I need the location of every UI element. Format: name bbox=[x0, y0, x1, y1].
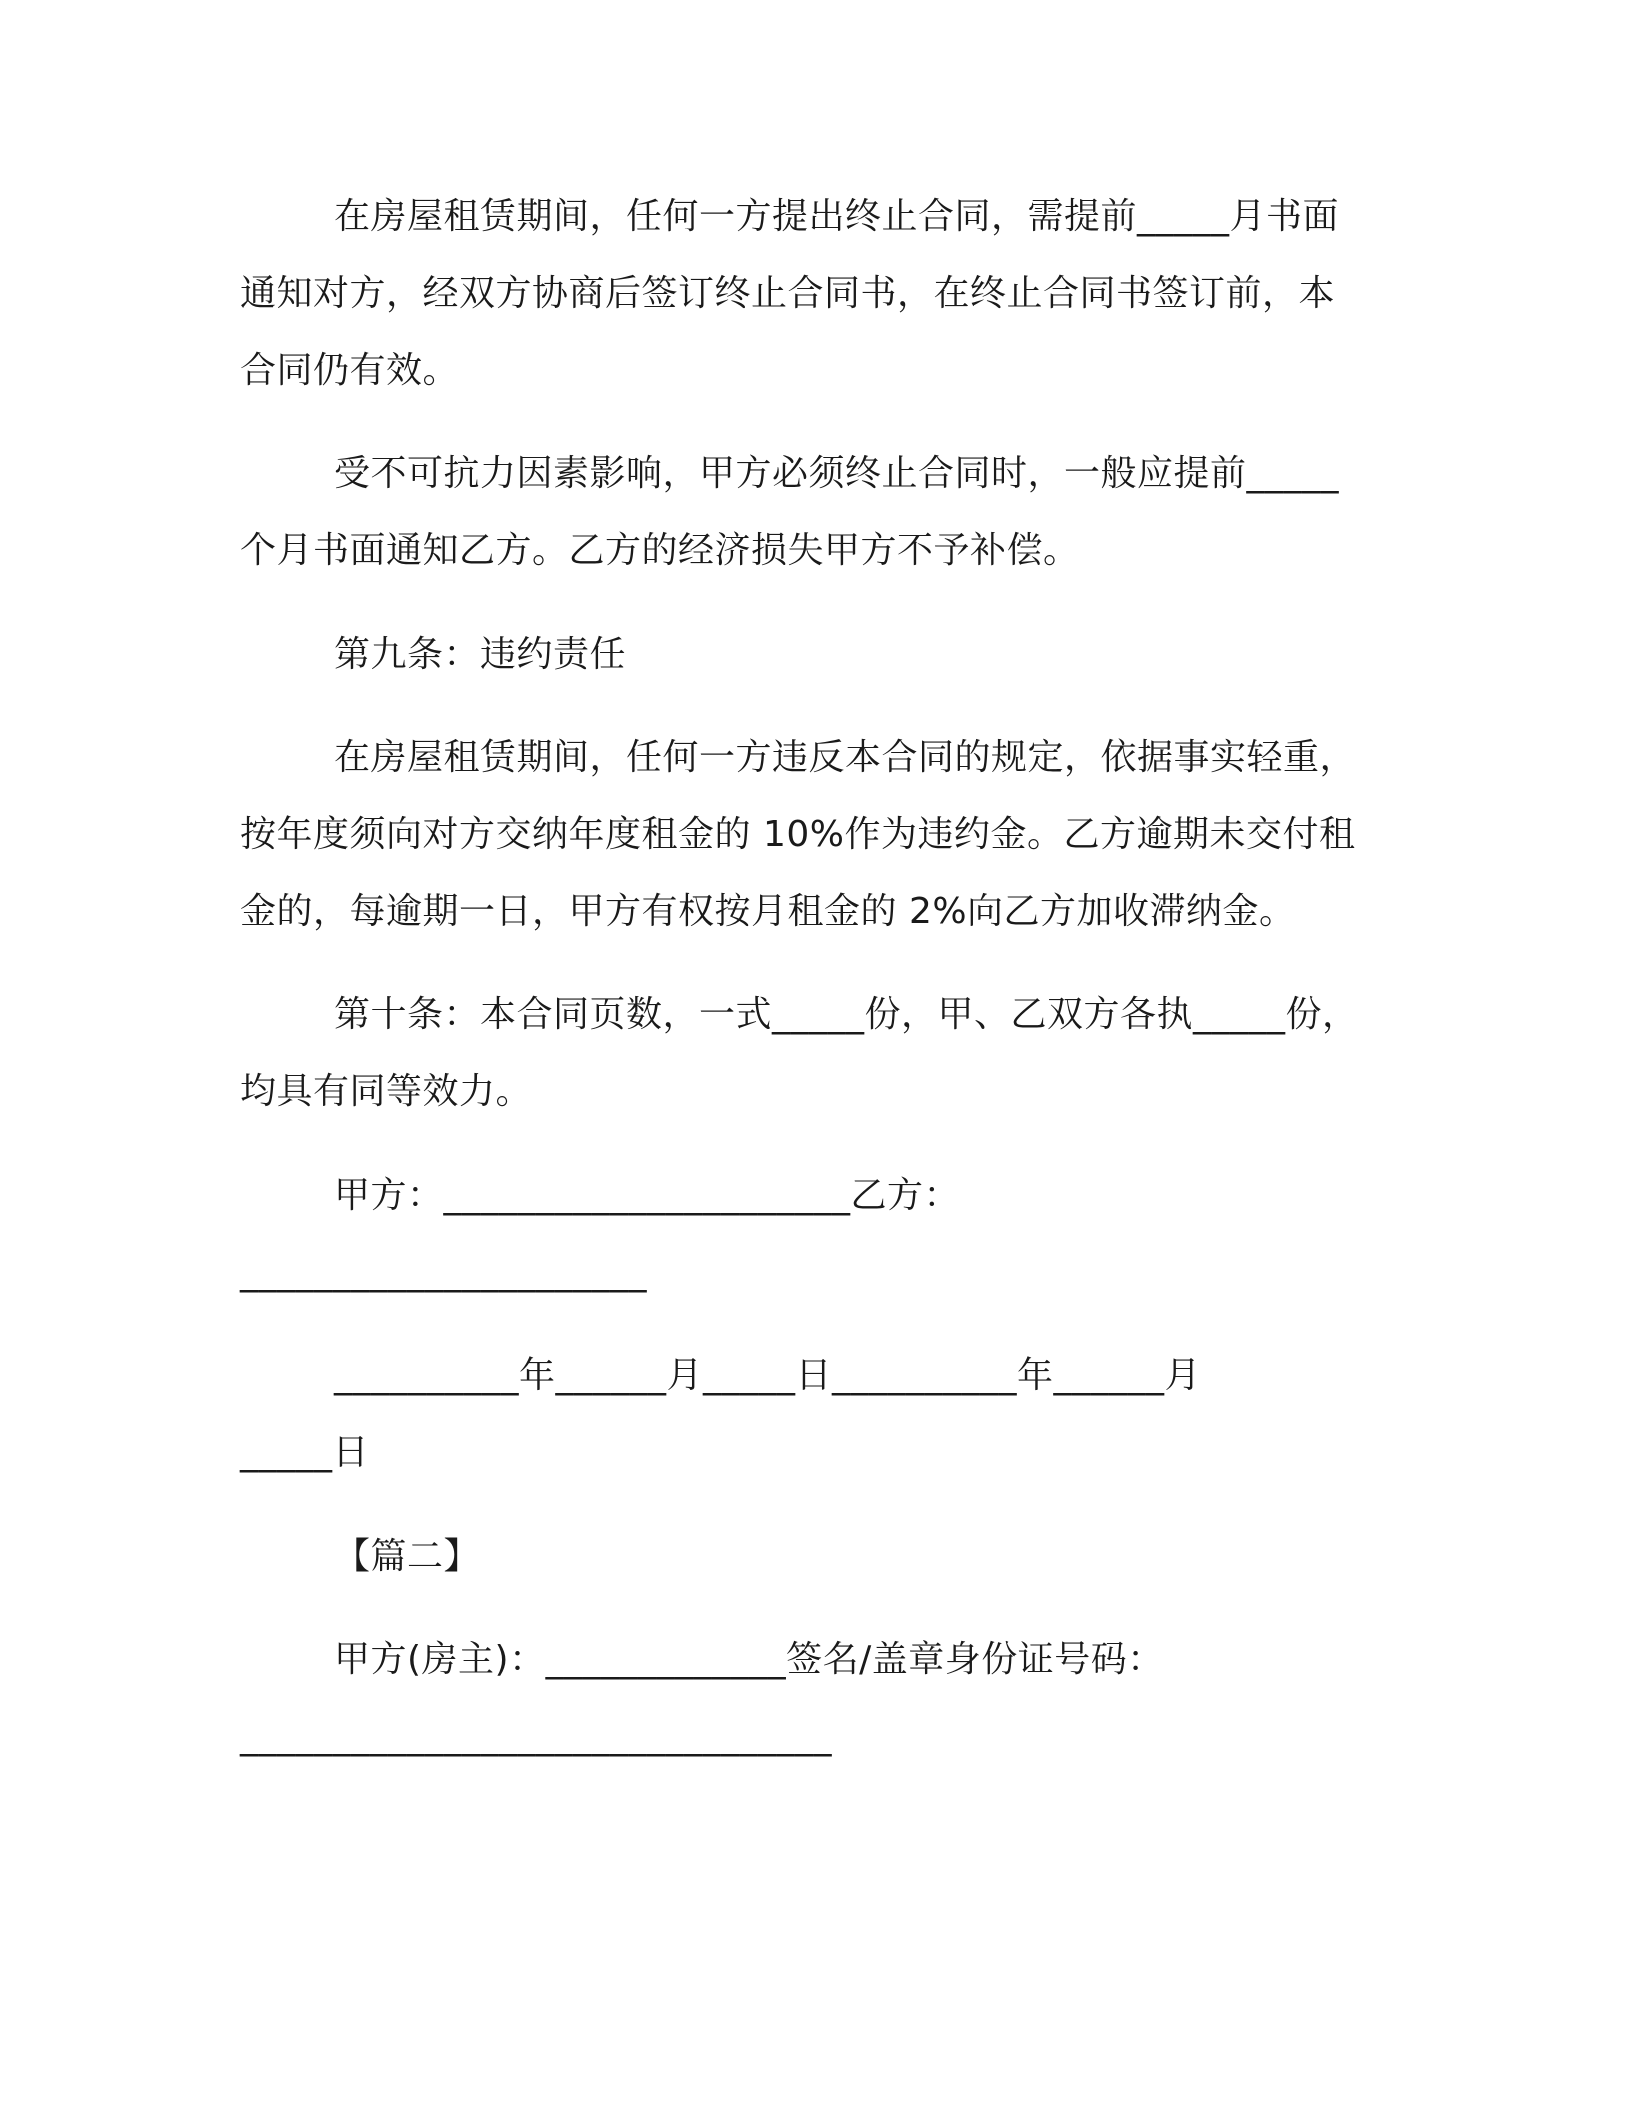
article-ten-line-2: 均具有同等效力。 bbox=[240, 1071, 533, 1112]
landlord-line-2: ________________________________ bbox=[240, 1716, 832, 1757]
section-two-heading: 【篇二】 bbox=[334, 1536, 481, 1577]
signature-line-1: 甲方：______________________乙方： bbox=[334, 1175, 961, 1216]
date-line-1: __________年______月_____日__________年______月 bbox=[334, 1355, 1201, 1396]
article-nine-heading: 第九条：违约责任 bbox=[334, 634, 627, 675]
signature-line-2: ______________________ bbox=[240, 1252, 647, 1293]
paragraph-termination-notice-line-3: 合同仍有效。 bbox=[240, 350, 460, 391]
paragraph-breach-line-2: 按年度须向对方交纳年度租金的 10%作为违约金。乙方逾期未交付租 bbox=[240, 814, 1356, 855]
paragraph-termination-notice-line-1: 在房屋租赁期间，任何一方提出终止合同，需提前_____月书面 bbox=[334, 196, 1340, 237]
paragraph-termination-notice-line-2: 通知对方，经双方协商后签订终止合同书，在终止合同书签订前，本 bbox=[240, 273, 1336, 314]
paragraph-force-majeure-line-2: 个月书面通知乙方。乙方的经济损失甲方不予补偿。 bbox=[240, 530, 1080, 571]
landlord-line-1: 甲方(房主)：_____________签名/盖章身份证号码： bbox=[334, 1639, 1164, 1680]
paragraph-force-majeure-line-1: 受不可抗力因素影响，甲方必须终止合同时，一般应提前_____ bbox=[334, 453, 1340, 494]
paragraph-breach-line-1: 在房屋租赁期间，任何一方违反本合同的规定，依据事实轻重， bbox=[334, 737, 1357, 778]
article-ten-line-1: 第十条：本合同页数，一式_____份，甲、乙双方各执_____份， bbox=[334, 994, 1359, 1035]
paragraph-breach-line-3: 金的，每逾期一日，甲方有权按月租金的 2%向乙方加收滞纳金。 bbox=[240, 891, 1296, 932]
date-line-2: _____日 bbox=[240, 1432, 370, 1473]
